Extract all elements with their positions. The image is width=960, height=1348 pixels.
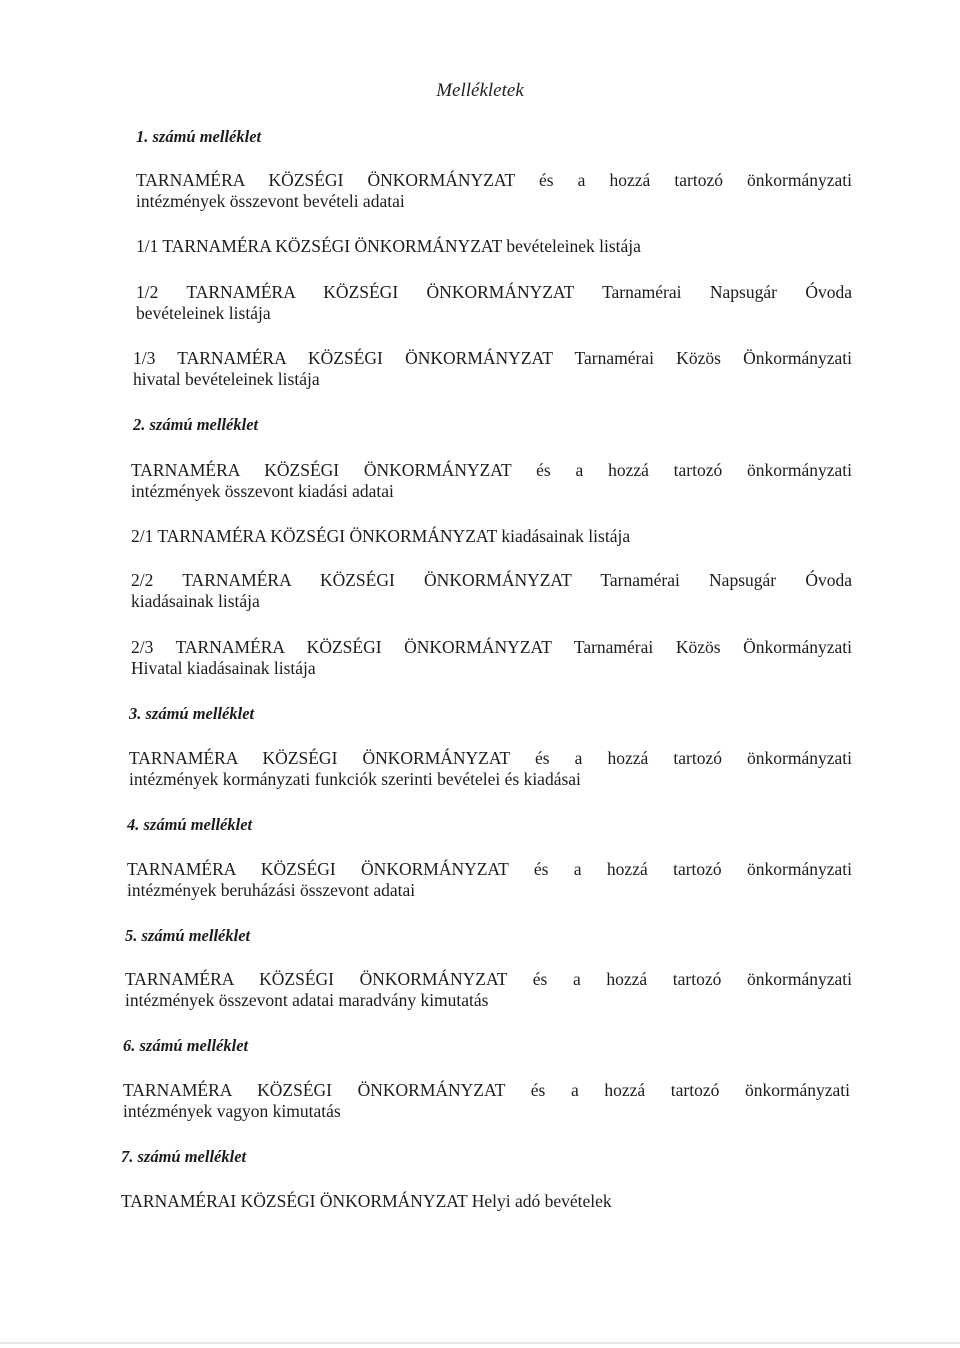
scan-edge — [0, 1342, 960, 1344]
section-heading-6: 6. számú melléklet — [123, 1036, 249, 1055]
entry-1-1: 1/1 TARNAMÉRA KÖZSÉGI ÖNKORMÁNYZAT bevételeinek listája — [136, 236, 641, 256]
entry-1-3: 1/3 TARNAMÉRA KÖZSÉGI ÖNKORMÁNYZAT Tarnamérai Közös Önkormányzati hivatal bevételeinek listája — [133, 348, 852, 389]
section-heading-4: 4. számú melléklet — [127, 815, 253, 834]
entry-1-0: TARNAMÉRA KÖZSÉGI ÖNKORMÁNYZAT és a hozzá tartozó önkormányzati intézmények összevont bevételi adatai — [136, 170, 852, 211]
entry-4-0: TARNAMÉRA KÖZSÉGI ÖNKORMÁNYZAT és a hozzá tartozó önkormányzati intézmények beruházási összevont adatai — [127, 859, 852, 900]
section-heading-7: 7. számú melléklet — [121, 1147, 247, 1166]
entry-2-3: 2/3 TARNAMÉRA KÖZSÉGI ÖNKORMÁNYZAT Tarnamérai Közös Önkormányzati Hivatal kiadásainak listája — [131, 637, 852, 678]
entry-6-0: TARNAMÉRA KÖZSÉGI ÖNKORMÁNYZAT és a hozzá tartozó önkormányzati intézmények vagyon kimutatás — [123, 1080, 850, 1121]
section-heading-1: 1. számú melléklet — [136, 127, 262, 146]
entry-3-0: TARNAMÉRA KÖZSÉGI ÖNKORMÁNYZAT és a hozzá tartozó önkormányzati intézmények kormányzati funkciók szerinti bevételei és kiadásai — [129, 748, 852, 789]
entry-2-2: 2/2 TARNAMÉRA KÖZSÉGI ÖNKORMÁNYZAT Tarnamérai Napsugár Óvoda kiadásainak listája — [131, 570, 852, 611]
entry-2-1: 2/1 TARNAMÉRA KÖZSÉGI ÖNKORMÁNYZAT kiadásainak listája — [131, 526, 631, 546]
entry-5-0: TARNAMÉRA KÖZSÉGI ÖNKORMÁNYZAT és a hozzá tartozó önkormányzati intézmények összevont adatai maradvány kimutatás — [125, 969, 852, 1010]
page-title: Mellékletek — [436, 80, 524, 101]
entry-1-2: 1/2 TARNAMÉRA KÖZSÉGI ÖNKORMÁNYZAT Tarnamérai Napsugár Óvoda bevételeinek listája — [136, 282, 852, 323]
section-heading-3: 3. számú melléklet — [129, 704, 255, 723]
entry-7-0: TARNAMÉRAI KÖZSÉGI ÖNKORMÁNYZAT Helyi adó bevételek — [121, 1191, 612, 1211]
section-heading-5: 5. számú melléklet — [125, 926, 251, 945]
entry-2-0: TARNAMÉRA KÖZSÉGI ÖNKORMÁNYZAT és a hozzá tartozó önkormányzati intézmények összevont kiadási adatai — [131, 460, 852, 501]
section-heading-2: 2. számú melléklet — [133, 415, 259, 434]
